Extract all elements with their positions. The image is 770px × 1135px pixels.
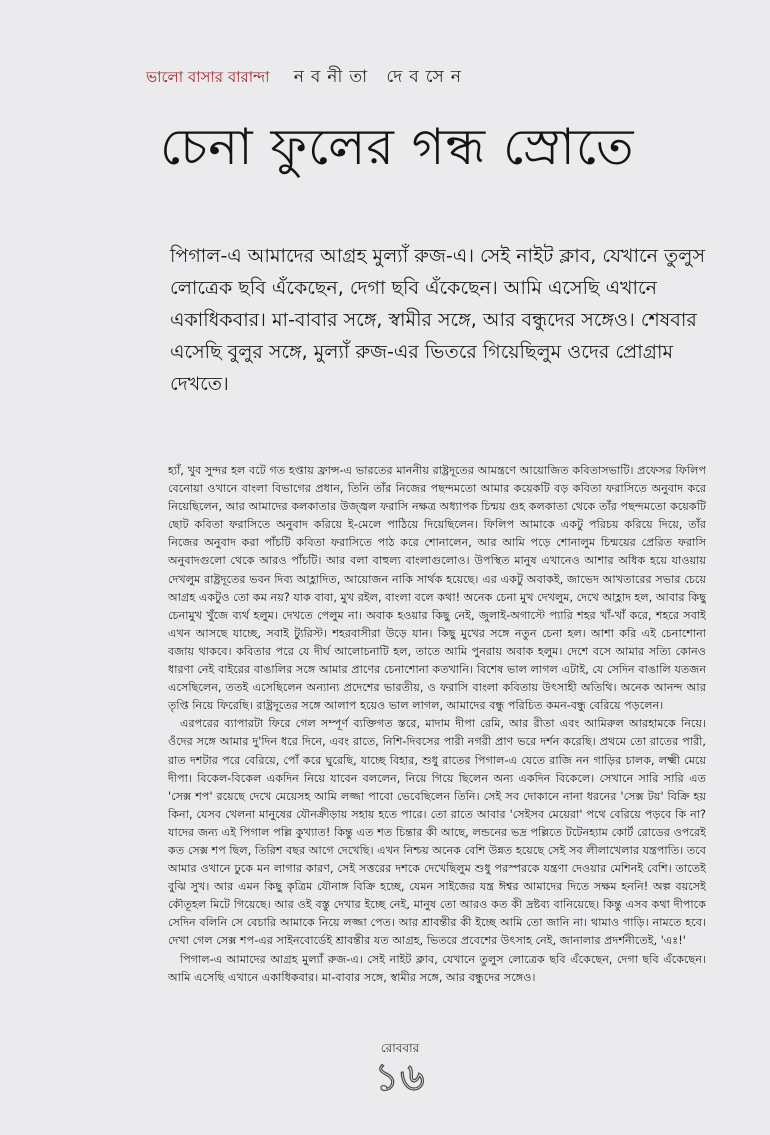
page-footer (360, 1040, 440, 1098)
page-number: ১৬ (374, 1055, 426, 1099)
intro-paragraph: পিগাল-এ আমাদের আগ্রহ মুল্যাঁ রুজ-এ। সেই নাইট ক্লাব, যেখানে তুলুস লোত্রেক ছবি এঁকেছেন, দেগা ছবি এঁকেছেন। আমি এসেছি এখানে একাধিকবার। মা-বাবার সঙ্গে, স্বামীর সঙ্গে, আর বন্ধুদের সঙ্গেও। শেষবার এসেছি বুলুর সঙ্গে, মুল্যাঁ রুজ-এর ভিতরে গিয়েছিলুম ওদের প্রোগ্রাম দেখতে। (170, 245, 705, 395)
footer-day: রোববার (380, 1041, 420, 1055)
article-body (168, 462, 706, 1047)
page-header (146, 64, 706, 90)
body-paragraph: পিগাল-এ আমাদের আগ্রহ মুল্যাঁ রুজ-এ। সেই নাইট ক্লাব, যেখানে তুলুস লোত্রেক ছবি এঁকেছেন, দেগা ছবি এঁকেছেন। আমি এসেছি এখানে একাধিকবার। মা-বাবার সঙ্গে, স্বামীর সঙ্গে, আর বন্ধুদের সঙ্গেও। (168, 952, 706, 984)
column-name: ভালো বাসার বারান্দা (146, 67, 270, 86)
article-title: চেনা ফুলের গন্ধ স্রোতে (160, 118, 635, 176)
body-paragraph: এরপরের ব্যাপারটা ফিরে গেল সম্পূর্ণ ব্যক্তিগত স্তরে, মাদাম দীপা রেমি, আর রীতা এবং আমিরুল আরহামকে নিয়ে। ওঁদের সঙ্গে আমার দু'দিন ধরে দিনে, এবং রাতে, নিশি-দিবসের পারী নগরী প্রাণ ভরে দর্শন করেছি। প্রথমে তো রাতের পারী, রাত দশটার পরে বেরিয়ে, পোঁ করে ঘুরেছি, যাচ্ছে বিহার, শুধু রাতের পিগাল-এ যেতে রাজি নন গাড়ির চালক, লক্ষ্মী মেয়ে দীপা। বিকেল-বিকেল একদিন নিয়ে যাবেন বললেন, নিয়ে গিয়ে ছিলেন অন্য একদিন বিকেলে। সেখানে সারি সারি এত 'সেক্স শপ' রয়েছে দেখে মেয়েসহ আমি লজ্জা পাবো ভেবেছিলেন তিনি। সেই সব দোকানে নানা ধরনের 'সেক্স টয়' বিক্রি হয় কিনা, যেসব খেলনা মানুষের যৌনক্রীড়ায় সহায় হতে পারে। তো রাতে আবার 'সেইসব মেয়েরা' পথে বেরিয়ে পড়বে কি না? যাদের জন্য এই পিগাল পল্লি কুখ্যাত! কিন্তু এত শত চিন্তার কী আছে, লন্ডনের ভদ্র পল্লিতে টটেনহ্যাম কোর্ট রোডের ওপরেই কত সেক্স শপ ছিল, তিরিশ বছর আগে দেখেছি। এখন নিশ্চয় অনেক বেশি উন্নত হয়েছে সেই সব লীলাখেলার যন্ত্রপাতি। তবে আমার ওখানে ঢুকে মন লাগার কারণ, সেই সত্তরের দশকে দেখেছিলুম শুধু পরস্পরকে যন্ত্রণা দেওয়ার মেশিনই বেশি। তাতেই বুঝি সুখ। আর এমন কিছু কৃত্রিম যৌনাঙ্গ বিক্রি হচ্ছে, যেমন সাইজের যন্ত্র ঈশ্বর আমাদের দিতে সক্ষম হননি! অল্প বয়সেই কৌতূহল মিটে গিয়েছে। আর ওই বস্তু দেখার ইচ্ছে নেই, মানুষ তো আরও কত কী দ্রষ্টব্য বানিয়েছে। কিন্তু এসব কথা দীপাকে সেদিন বলিনি সে বেচারি আমাকে নিয়ে লজ্জা পেত। আর শ্রাবন্তীর কী ইচ্ছে আমি তো জানি না। থামাও গাড়ি। নামতে হবে। দেখা গেল সেক্স শপ-এর সাইনবোর্ডেই শ্রাবন্তীর যত আগ্রহ, ভিতরে প্রবেশের উৎসাহ নেই, জানালার প্রদর্শনীতেই, 'এঃ!' (168, 717, 706, 948)
author-name: নবনীতা দেবসেন (293, 67, 468, 87)
body-paragraph: হ্যাঁ, খুব সুন্দর হল বটে গত হপ্তায় ফ্রান্স-এ ভারতের মাননীয় রাষ্ট্রদূতের আমন্ত্রণে আয়োজিত কবিতাসভাটি। প্রফেসর ফিলিপ বেনোয়া ওখানে বাংলা বিভাগের প্রধান, তিনি তাঁর নিজের পছন্দমতো আমার কয়েকটি বড় কবিতা ফরাসিতে অনুবাদ করে নিয়েছিলেন, আর আমাদের কলকাতার উজ্জ্বল ফরাসি নক্ষত্র অধ্যাপক চিন্ময় গুহ কলকাতা থেকে তাঁর পছন্দমতো কয়েকটি ছোট কবিতা ফরাসিতে অনুবাদ করিয়ে ই-মেলে পাঠিয়ে দিয়েছিলেন। ফিলিপ আমাকে একটু পরিচয় করিয়ে দিয়ে, তাঁর নিজের অনুবাদ করা পাঁচটি কবিতা ফরাসিতে পাঠ করে শোনালেন, আর আমি পড়ে শোনালুম চিন্ময়ের প্রেরিত ফরাসি অনুবাদগুলো থেকে আরও পাঁচটি। আর বলা বাহুল্য বাংলাগুলোও। উপস্থিত মানুষ এখানেও আশার অধিক হয়ে যাওয়ায় দেখলুম রাষ্ট্রদূতের ভবন দিব্য আহ্লাদিত, আয়োজন নাকি সার্থক হয়েছে। এর একটু অবাকই, জাভেদ আখতারের সভার চেয়ে আগ্রহ একটুও তো কম নয়? যাক বাবা, মুখ রইল, বাংলা বলে কথা! অনেক চেনা মুখ দেখলুম, দেখে আহ্লাদ হল, আবার কিছু চেনামুখ খুঁজে ব্যর্থ হলুম। দেখতে পেলুম না। অবাক হওয়ার কিছু নেই, জুলাই-অগাস্টে প্যারি শহর খাঁ-খাঁ করে, শহরে সবাই এখন আসছে যাচ্ছে, সবাই ট্যুরিস্ট। শহরবাসীরা উড়ে যান। কিছু মুখের সঙ্গে নতুন চেনা হল। আশা করি এই চেনাশোনা বজায় থাকবে। কবিতার পরে যে দীর্ঘ আলোচনাটি হল, তাতে আমি পুনরায় অবাক হলুম। দেশে বসে আমার সত্যি কোনও ধারণা নেই বাইরের বাঙালির সঙ্গে আমার প্রাণের চেনাশোনা কতখানি। বিশেষ ভাল লাগল এটাই, যে সেদিন বাঙালি যতজন এসেছিলেন, ততই এসেছিলেন অন্যান্য প্রদেশের ভারতীয়, ও ফরাসি বাংলা কবিতায় উৎসাহী অতিথি। অনেক আনন্দ আর তৃপ্তি নিয়ে ফিরেছি। রাষ্ট্রদূতের সঙ্গে আলাপ হয়েও ভাল লাগল, আমাদের বন্ধু পরিচিত কমন-বন্ধু বেরিয়ে পড়লেন। (168, 464, 706, 713)
